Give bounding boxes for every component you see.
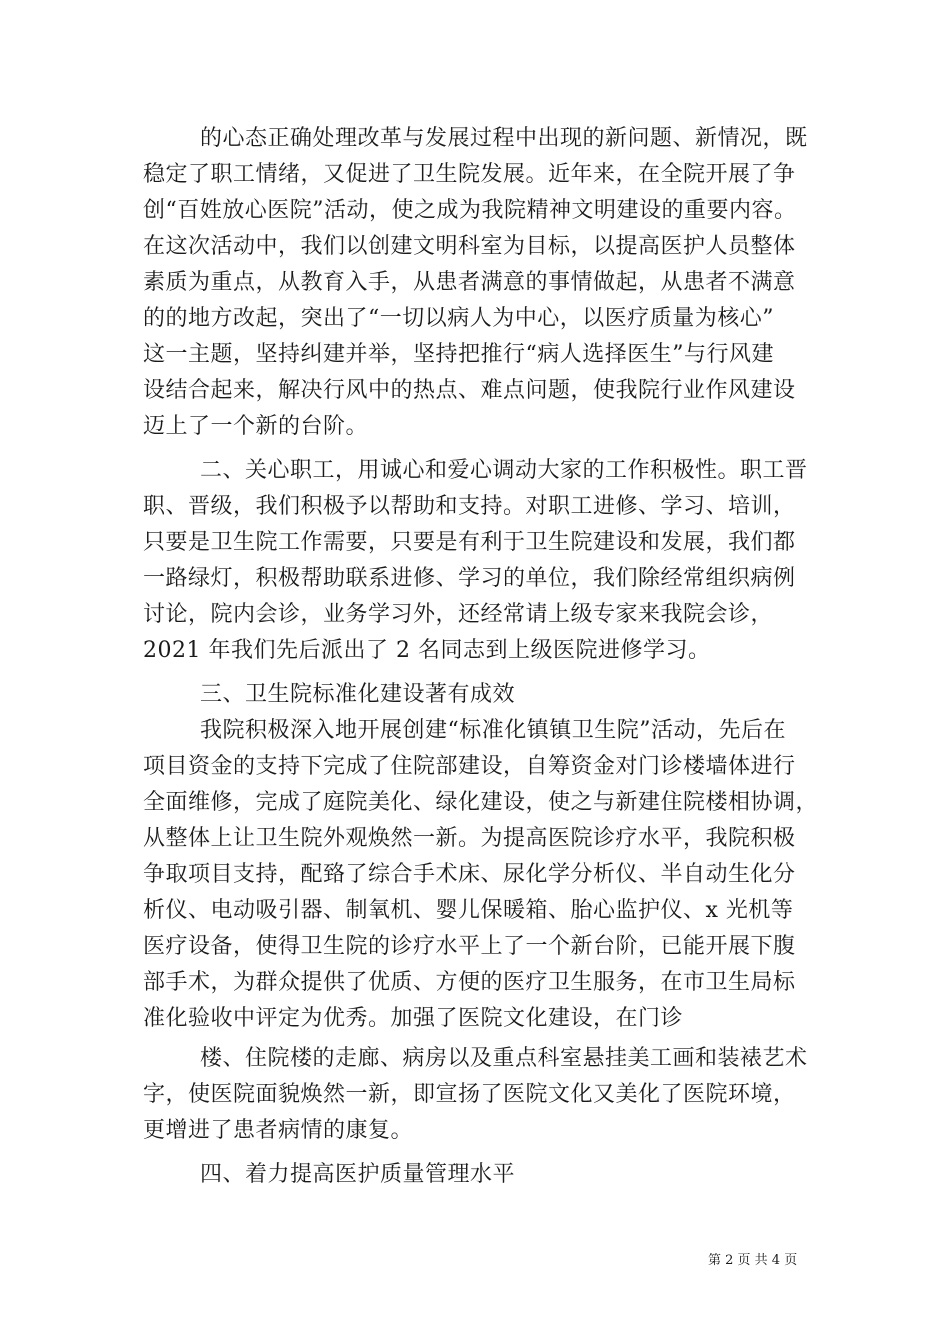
page-number: 第 2 页 共 4 页 [708,1253,798,1268]
text-line: 析仪、电动吸引器、制氧机、婴儿保暖箱、胎心监护仪、x 光机等 [143,898,794,923]
section-heading: 四、着力提高医护质量管理水平 [200,1162,516,1187]
text-line: 争取项目支持，配臵了综合手术床、尿化学分析仪、半自动生化分 [143,862,796,887]
text-line: 医疗设备，使得卫生院的诊疗水平上了一个新台阶，已能开展下腹 [143,934,796,959]
text-line: 的的地方改起，突出了“一切以病人为中心，以医疗质量为核心” [143,306,774,331]
text-line: 字，使医院面貌焕然一新，即宣扬了医院文化又美化了医院环境， [143,1082,796,1107]
text-line: 迈上了一个新的台阶。 [143,414,369,439]
text-line: 设结合起来，解决行风中的热点、难点问题，使我院行业作风建设 [143,378,796,403]
section-heading: 三、卫生院标准化建设著有成效 [200,682,516,707]
text-line: 在这次活动中，我们以创建文明科室为目标，以提高医护人员整体 [143,234,796,259]
text-line: 2021 年我们先后派出了 2 名同志到上级医院进修学习。 [143,638,711,663]
text-line: 更增进了患者病情的康复。 [143,1118,414,1143]
text-line: 项目资金的支持下完成了住院部建设，自筹资金对门诊楼墙体进行 [143,754,796,779]
text-line: 稳定了职工情绪，又促进了卫生院发展。近年来，在全院开展了争 [143,162,796,187]
text-line: 准化验收中评定为优秀。加强了医院文化建设，在门诊 [143,1006,684,1031]
text-line: 楼、住院楼的走廊、病房以及重点科室悬挂美工画和装裱艺术 [200,1046,808,1071]
text-line: 创“百姓放心医院”活动，使之成为我院精神文明建设的重要内容。 [143,198,797,223]
section-heading: 二、关心职工，用诚心和爱心调动大家的工作积极性。职工晋 [200,458,808,483]
text-line: 这一主题，坚持纠建并举，坚持把推行“病人选择医生”与行风建 [143,342,774,367]
text-line: 职、晋级，我们积极予以帮助和支持。对职工进修、学习、培训， [143,494,796,519]
text-line: 从整体上让卫生院外观焕然一新。为提高医院诊疗水平，我院积极 [143,826,796,851]
text-line: 素质为重点，从教育入手，从患者满意的事情做起，从患者不满意 [143,270,796,295]
text-line: 讨论，院内会诊，业务学习外，还经常请上级专家来我院会诊， [143,602,774,627]
text-line: 全面维修，完成了庭院美化、绿化建设，使之与新建住院楼相协调， [143,790,819,815]
text-line: 的心态正确处理改革与发展过程中出现的新问题、新情况，既 [200,126,808,151]
text-line: 我院积极深入地开展创建“标准化镇镇卫生院”活动，先后在 [200,718,786,743]
text-line: 只要是卫生院工作需要，只要是有利于卫生院建设和发展，我们都 [143,530,796,555]
text-line: 部手术，为群众提供了优质、方便的医疗卫生服务，在市卫生局标 [143,970,796,995]
text-line: 一路绿灯，积极帮助联系进修、学习的单位，我们除经常组织病例 [143,566,796,591]
